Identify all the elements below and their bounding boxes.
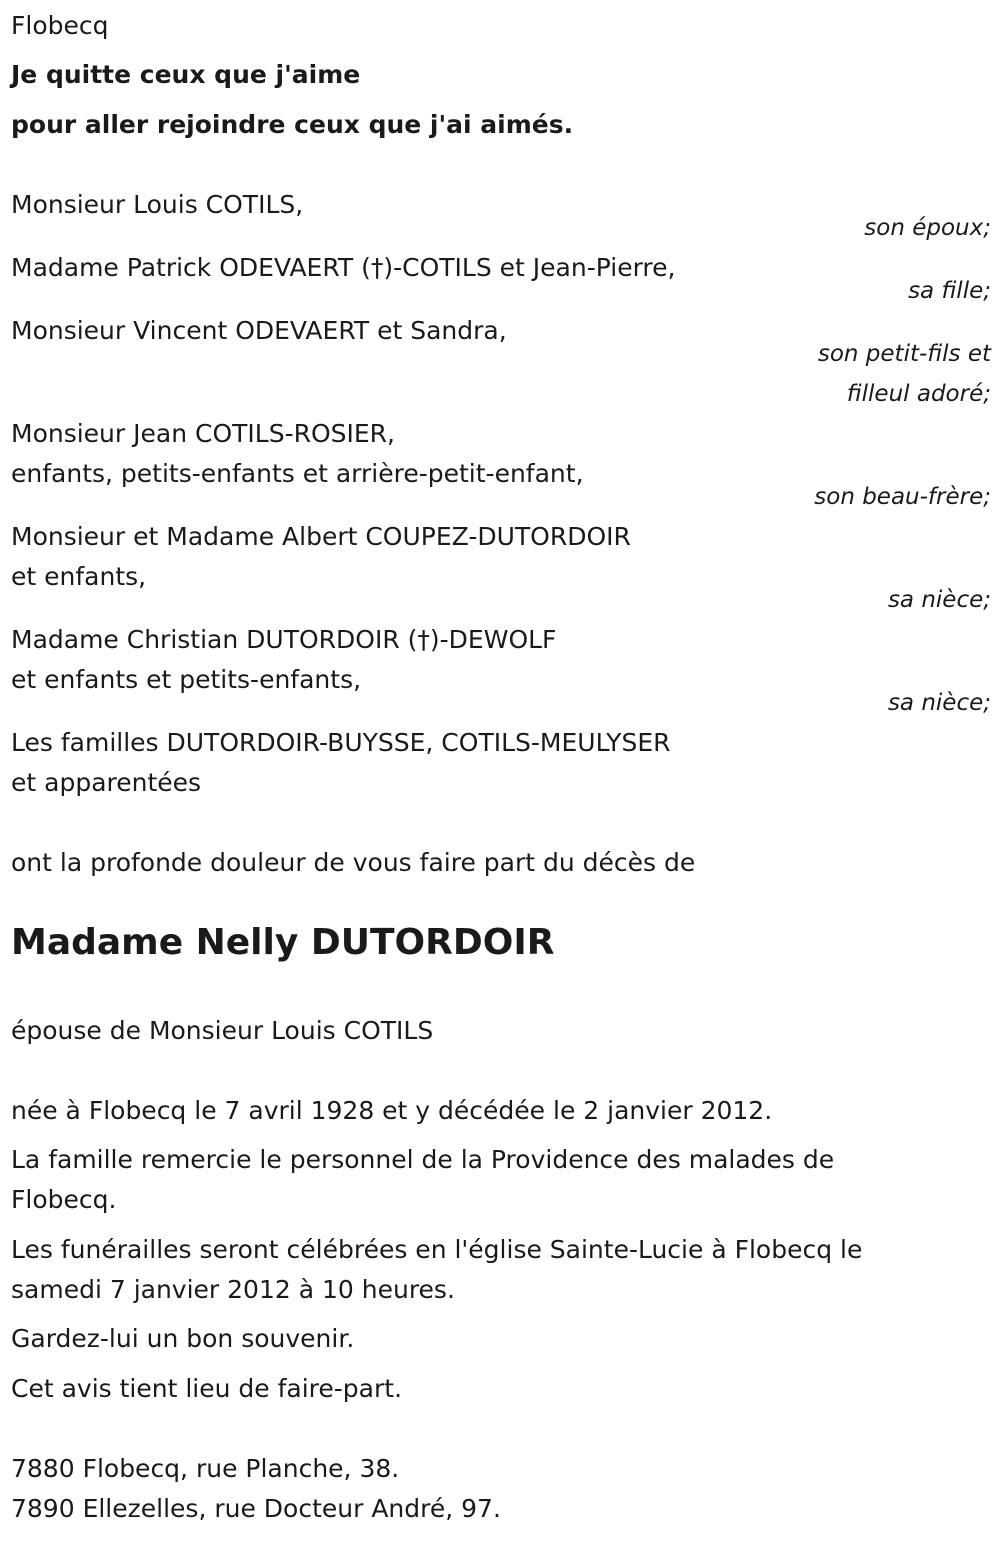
family-member-name: et enfants, — [11, 562, 147, 591]
family-member-relation: filleul adoré; — [846, 381, 991, 407]
family-member-name: Les familles DUTORDOIR-BUYSSE, COTILS-MEULYSER — [11, 728, 671, 757]
city-heading: Flobecq — [11, 11, 109, 40]
spouse-line: épouse de Monsieur Louis COTILS — [11, 1016, 434, 1045]
souvenir-line: Gardez-lui un bon souvenir. — [11, 1324, 355, 1353]
family-member-name: et enfants et petits-enfants, — [11, 665, 362, 694]
deceased-name: Madame Nelly DUTORDOIR — [11, 922, 555, 963]
birth-death-line: née à Flobecq le 7 avril 1928 et y décédée le 2 janvier 2012. — [11, 1096, 773, 1125]
quote-line-2: pour aller rejoindre ceux que j'ai aimés. — [11, 110, 574, 139]
family-member-name: Monsieur Louis COTILS, — [11, 190, 304, 219]
family-member-name: Madame Patrick ODEVAERT (†)-COTILS et Jean-Pierre, — [11, 253, 676, 282]
funeral-line: samedi 7 janvier 2012 à 10 heures. — [11, 1275, 455, 1304]
family-member-relation: son époux; — [864, 215, 991, 241]
family-member-relation: sa fille; — [908, 278, 991, 304]
funeral-line: Les funérailles seront célébrées en l'église Sainte-Lucie à Flobecq le — [11, 1235, 863, 1264]
family-member-name: et apparentées — [11, 768, 202, 797]
family-member-relation: son petit-fils et — [817, 341, 991, 367]
address-line: 7880 Flobecq, rue Planche, 38. — [11, 1454, 400, 1483]
family-member-name: Madame Christian DUTORDOIR (†)-DEWOLF — [11, 625, 557, 654]
family-member-relation: sa nièce; — [887, 587, 991, 613]
family-member-name: Monsieur Vincent ODEVAERT et Sandra, — [11, 316, 507, 345]
address-line: 7890 Ellezelles, rue Docteur André, 97. — [11, 1494, 501, 1523]
quote-line-1: Je quitte ceux que j'aime — [11, 60, 361, 89]
family-member-name: enfants, petits-enfants et arrière-petit-enfant, — [11, 459, 584, 488]
notice-line: Cet avis tient lieu de faire-part. — [11, 1374, 403, 1403]
family-member-name: Monsieur Jean COTILS-ROSIER, — [11, 419, 395, 448]
family-member-relation: son beau-frère; — [814, 484, 991, 510]
thanks-line: La famille remercie le personnel de la Providence des malades de — [11, 1145, 835, 1174]
family-member-name: Monsieur et Madame Albert COUPEZ-DUTORDOIR — [11, 522, 631, 551]
family-member-relation: sa nièce; — [887, 690, 991, 716]
announcement-text: ont la profonde douleur de vous faire part du décès de — [11, 848, 696, 877]
thanks-line: Flobecq. — [11, 1185, 117, 1214]
